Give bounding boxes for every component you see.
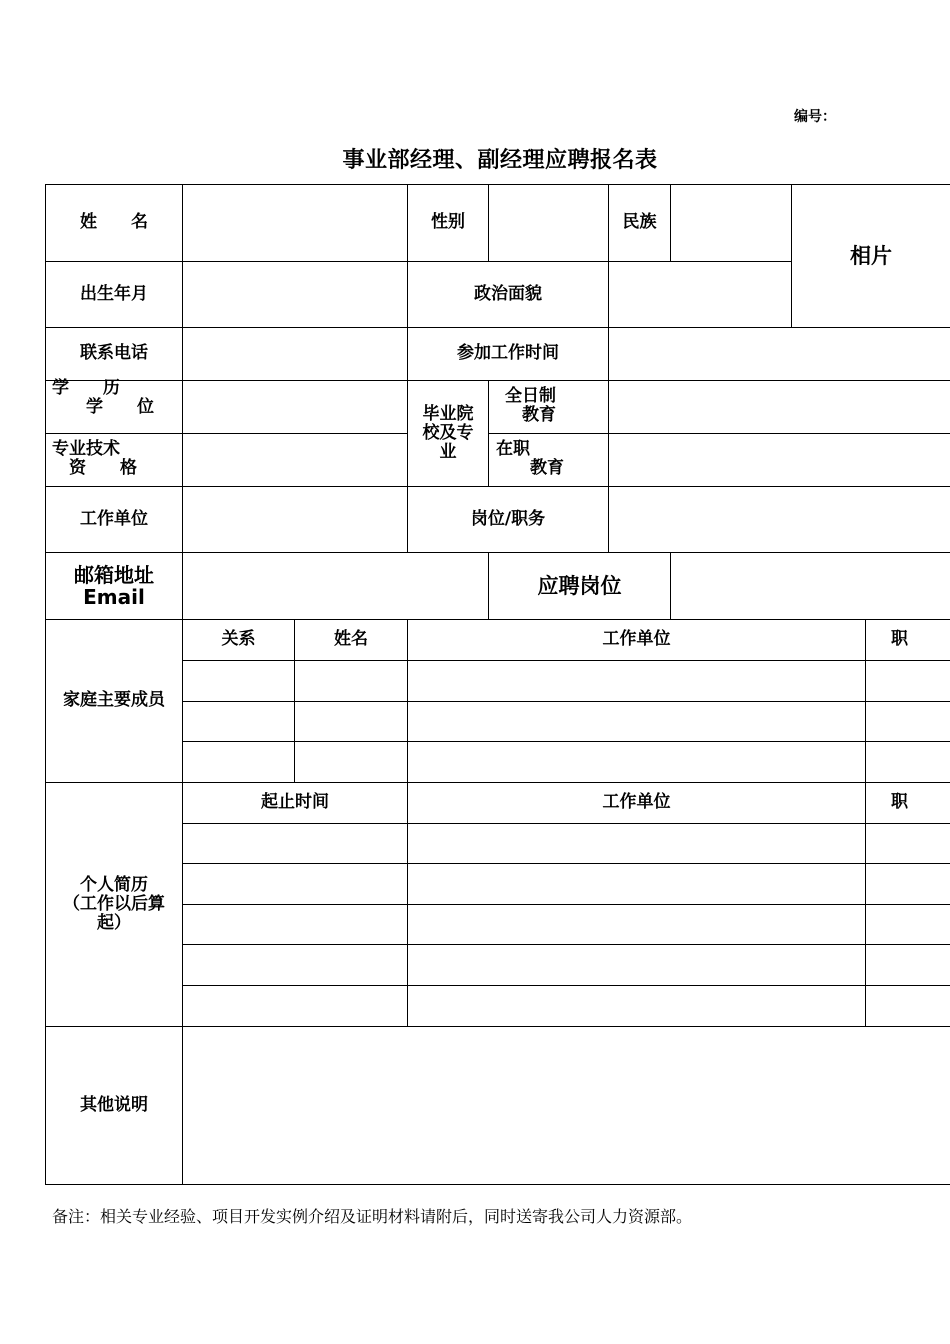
serial-number-label: 编号： [794,109,836,125]
label-applied-post: 应聘岗位 [537,573,622,598]
resume-col-title: 职 [891,792,908,813]
label-other: 其他说明 [80,1094,148,1115]
work-start-field[interactable] [609,328,950,380]
resume-row[interactable] [183,986,950,1026]
family-col-title: 职 [891,629,908,650]
other-notes-field[interactable] [183,1027,950,1184]
label-family: 家庭主要成员 [63,690,165,711]
label-ethnicity: 民族 [622,212,657,233]
resume-row[interactable] [183,945,950,985]
phone-field[interactable] [183,328,407,380]
label-name: 姓 名 [80,212,148,233]
education-field[interactable] [183,381,407,433]
inservice-field[interactable] [609,434,950,486]
family-col-relation: 关系 [221,629,256,650]
family-row[interactable] [183,742,950,782]
resume-row[interactable] [183,824,950,863]
political-field[interactable] [609,262,791,327]
resume-row[interactable] [183,864,950,904]
birth-field[interactable] [183,262,407,327]
label-employer: 工作单位 [80,508,148,529]
ethnicity-field[interactable] [671,185,791,261]
qualification-field[interactable] [183,434,407,486]
label-inservice-education: 在职 教育 [496,439,564,478]
employer-field[interactable] [183,487,407,552]
family-col-employer: 工作单位 [602,629,671,650]
footer-note: 备注：相关专业经验、项目开发实例介绍及证明材料请附后，同时送寄我公司人力资源部。 [52,1207,693,1226]
label-email: 邮箱地址 Email [74,563,154,609]
label-work-start: 参加工作时间 [457,343,559,364]
label-resume: 个人简历 （工作以后算 起） [63,875,165,933]
family-row[interactable] [183,702,950,741]
label-school-major: 毕业院 校及专 业 [422,404,474,462]
family-row[interactable] [183,661,950,701]
label-position: 岗位/职务 [470,508,546,529]
fulltime-field[interactable] [609,381,950,433]
label-political: 政治面貌 [474,283,542,304]
grid-line [45,1184,950,1185]
label-education-degree: 学 历 学 位 [52,378,154,417]
label-qualification: 专业技术 资 格 [52,439,137,478]
form-title: 事业部经理、副经理应聘报名表 [342,148,658,173]
label-birth: 出生年月 [80,283,148,304]
email-field[interactable] [183,553,488,619]
label-gender: 性别 [431,212,465,233]
resume-col-period: 起止时间 [261,792,329,813]
applied-post-field[interactable] [671,553,950,619]
gender-field[interactable] [489,185,608,261]
position-field[interactable] [609,487,950,552]
name-field[interactable] [183,185,407,261]
resume-row[interactable] [183,905,950,944]
resume-col-employer: 工作单位 [602,792,671,813]
label-phone: 联系电话 [80,343,148,364]
grid-line [488,380,489,487]
family-col-name: 姓名 [334,629,368,650]
photo-box[interactable]: 相片 [850,243,892,268]
label-fulltime-education: 全日制 教育 [505,386,556,425]
